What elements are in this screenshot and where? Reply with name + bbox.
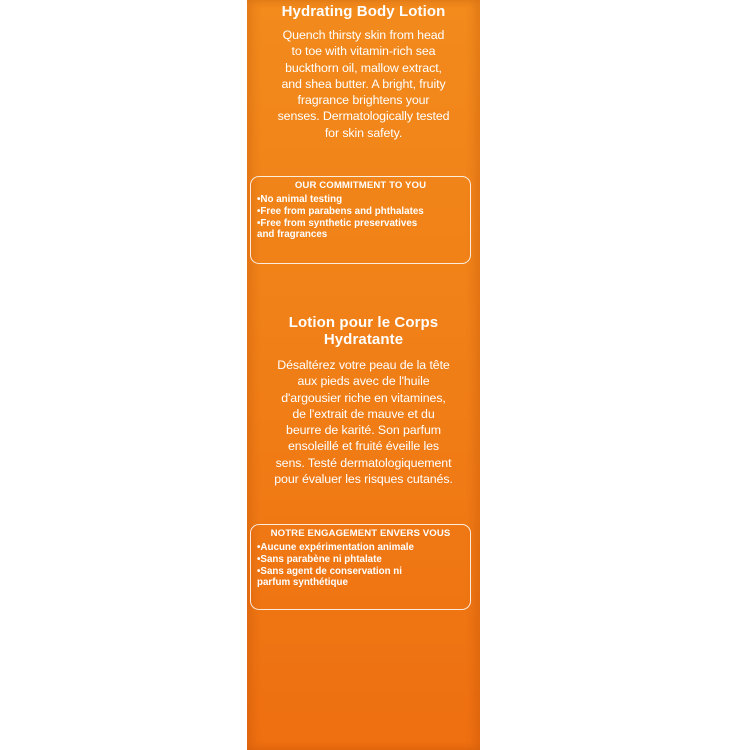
french-title-line: Lotion pour le Corps [288,314,439,331]
french-description-line: ensoleillé et fruité éveille les [287,439,440,454]
list-item: •Free from parabens and phthalates [257,205,424,217]
english-title: Hydrating Body Lotion [281,3,446,20]
english-commitment-heading: OUR COMMITMENT TO YOU [294,180,427,191]
list-item: parfum synthétique [257,577,348,589]
english-description-line: Quench thirsty skin from head [282,28,445,42]
english-description-line: buckthorn oil, mallow extract, [285,60,442,75]
english-commitment-list [251,194,470,241]
french-description-line: de l'extrait de mauve et du [292,406,435,421]
french-description-line: d'argousier riche en vitamines, [281,390,446,405]
list-item: •Sans agent de conservation ni [257,565,402,577]
french-description-line: Désaltérez votre peau de la tête [277,358,450,372]
list-item: •No animal testing [257,194,343,205]
list-item: •Free from synthetic preservatives [257,217,418,229]
english-description [247,27,480,141]
french-description [247,357,480,487]
french-title-line: Hydratante [323,331,404,348]
list-item: •Aucune expérimentation animale [257,542,414,553]
english-description-line: to toe with vitamin-rich sea [291,44,436,59]
lotion-tube-back-label [247,0,480,750]
english-description-line: for skin safety. [324,125,403,140]
french-commitment-list [251,542,470,589]
french-title [247,314,480,348]
french-description-line: pour évaluer les risques cutanés. [274,472,453,487]
french-commitment-heading: NOTRE ENGAGEMENT ENVERS VOUS [270,528,451,539]
english-description-line: and shea butter. A bright, fruity [281,76,446,91]
english-commitment-box [250,176,471,264]
french-commitment-box [250,524,471,610]
french-description-line: aux pieds avec de l'huile [297,374,430,389]
list-item: •Sans parabène ni phtalate [257,553,382,565]
list-item: and fragrances [257,229,328,241]
english-description-line: fragrance brightens your [297,93,430,108]
french-description-line: sens. Testé dermatologiquement [275,455,452,470]
english-description-line: senses. Dermatologically tested [277,109,450,124]
french-description-line: beurre de karité. Son parfum [286,423,441,438]
